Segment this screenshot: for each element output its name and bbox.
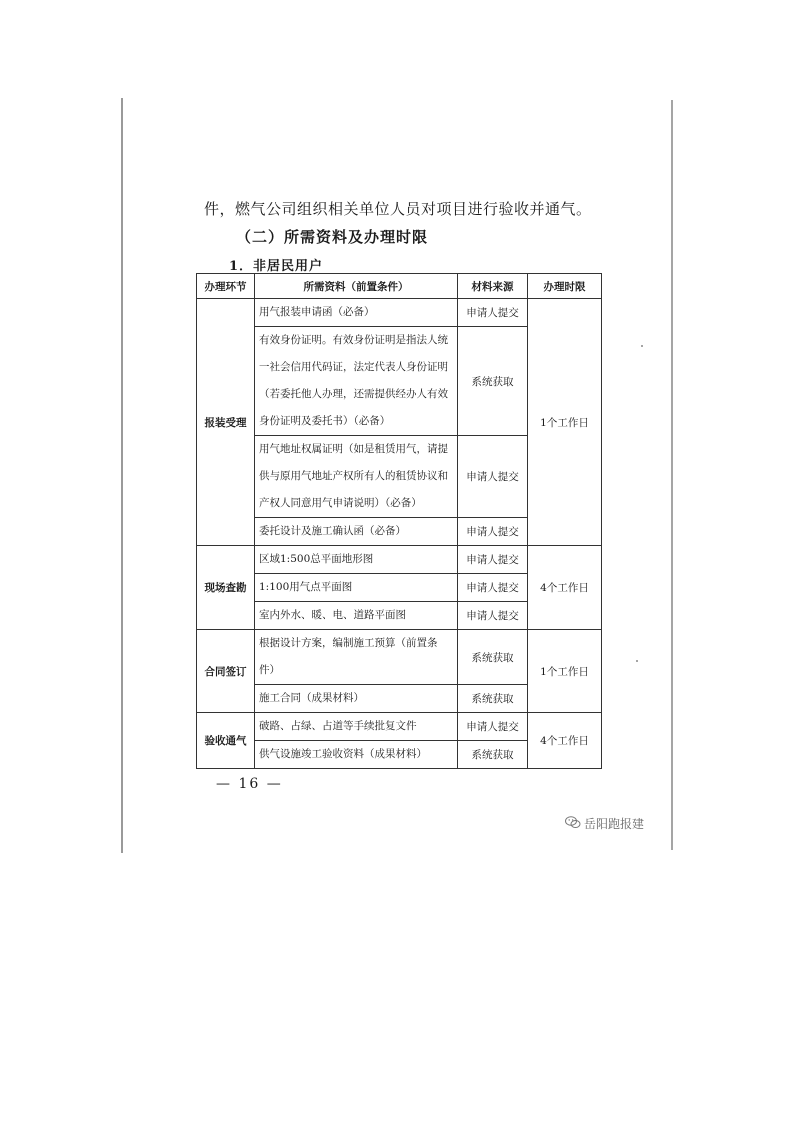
requirements-table	[196, 273, 602, 769]
time-cell: 1个工作日	[528, 630, 602, 713]
page-edge-right	[671, 100, 673, 850]
table-row	[197, 299, 602, 327]
watermark-text: 岳阳跑报建	[584, 817, 645, 831]
source-cell: 系统获取	[458, 741, 528, 769]
material-cell: 室内外水、暖、电、道路平面图	[255, 602, 458, 630]
step-cell: 合同签订	[197, 630, 255, 713]
step-cell: 验收通气	[197, 713, 255, 769]
time-cell: 4个工作日	[528, 713, 602, 769]
source-cell: 系统获取	[458, 630, 528, 685]
step-cell: 报装受理	[197, 299, 255, 546]
intro-line: 件，燃气公司组织相关单位人员对项目进行验收并通气。	[204, 200, 592, 218]
material-cell: 有效身份证明。有效身份证明是指法人统一社会信用代码证，法定代表人身份证明（若委托他人办理，还需提供经办人有效身份证明及委托书）（必备）	[255, 327, 458, 436]
source-cell: 申请人提交	[458, 436, 528, 518]
table-row	[197, 713, 602, 741]
material-cell: 用气地址权属证明（如是租赁用气，请提供与原用气地址产权所有人的租赁协议和产权人同意用气申请说明）（必备）	[255, 436, 458, 518]
header-step: 办理环节	[197, 274, 255, 299]
material-cell: 根据设计方案，编制施工预算（前置条件）	[255, 630, 458, 685]
sub-heading: 1．非居民用户	[229, 259, 324, 274]
time-cell: 1个工作日	[528, 299, 602, 546]
header-source: 材料来源	[458, 274, 528, 299]
header-material: 所需资料（前置条件）	[255, 274, 458, 299]
material-cell: 施工合同（成果材料）	[255, 685, 458, 713]
scan-speck	[636, 660, 638, 662]
page-edge-left	[121, 98, 123, 853]
source-cell: 申请人提交	[458, 574, 528, 602]
time-cell: 4个工作日	[528, 546, 602, 630]
source-cell: 系统获取	[458, 685, 528, 713]
source-cell: 申请人提交	[458, 518, 528, 546]
source-cell: 申请人提交	[458, 546, 528, 574]
scan-speck	[641, 345, 643, 347]
header-time: 办理时限	[528, 274, 602, 299]
material-cell: 供气设施竣工验收资料（成果材料）	[255, 741, 458, 769]
table-row	[197, 546, 602, 574]
material-cell: 区域1:500总平面地形图	[255, 546, 458, 574]
source-cell: 申请人提交	[458, 602, 528, 630]
source-cell: 申请人提交	[458, 713, 528, 741]
section-heading: （二）所需资料及办理时限	[236, 228, 429, 246]
material-cell: 1:100用气点平面图	[255, 574, 458, 602]
table-row	[197, 630, 602, 685]
step-cell: 现场查勘	[197, 546, 255, 630]
page-number: — 16 —	[216, 776, 283, 792]
material-cell: 破路、占绿、占道等手续批复文件	[255, 713, 458, 741]
wechat-icon	[565, 816, 581, 832]
material-cell: 用气报装申请函（必备）	[255, 299, 458, 327]
watermark	[565, 815, 644, 832]
source-cell: 系统获取	[458, 327, 528, 436]
source-cell: 申请人提交	[458, 299, 528, 327]
material-cell: 委托设计及施工确认函（必备）	[255, 518, 458, 546]
